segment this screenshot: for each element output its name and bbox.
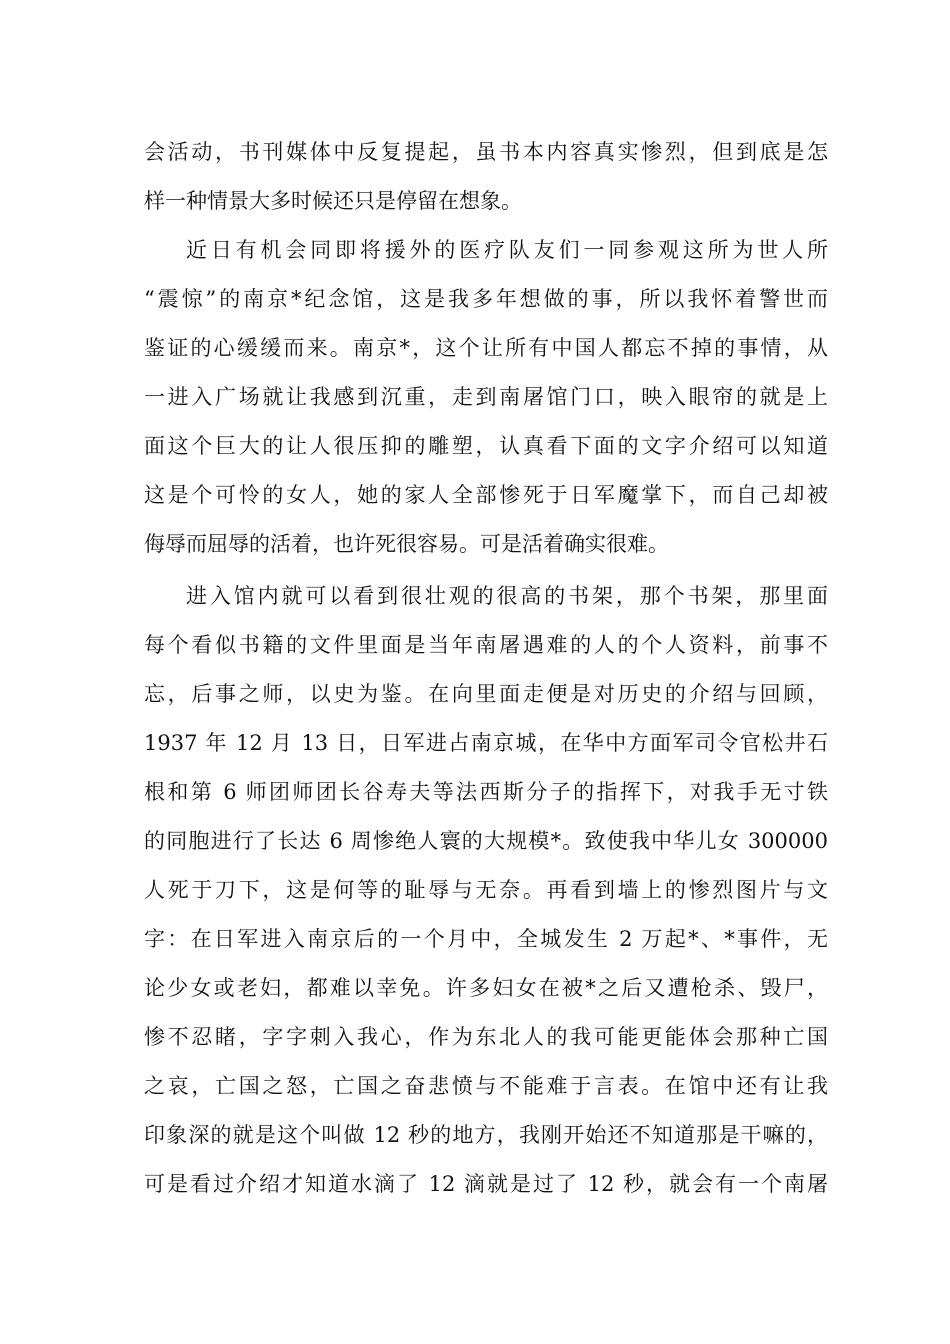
paragraph-3-line-7: 人死于刀下，这是何等的耻辱与无奈。再看到墙上的惨烈图片与文 (144, 878, 828, 902)
document-body (144, 128, 828, 1209)
paragraph-3-line-9: 论少女或老妇，都难以幸免。许多妇女在被*之后又遭枪杀、毁尸， (144, 976, 828, 1000)
paragraph-3-line-2: 每个看似书籍的文件里面是当年南屠遇难的人的个人资料，前事不 (144, 633, 828, 657)
paragraph-2-line-1: 近日有机会同即将援外的医疗队友们一同参观这所为世人所 (186, 238, 828, 262)
paragraph-2-line-5: 面这个巨大的让人很压抑的雕塑，认真看下面的文字介绍可以知道 (144, 434, 828, 458)
paragraph-2-line-3: 鉴证的心缓缓而来。南京*，这个让所有中国人都忘不掉的事情，从 (144, 336, 828, 360)
paragraph-3-line-6: 的同胞进行了长达 6 周惨绝人寰的大规模*。致使我中华儿女 300000 (144, 829, 828, 853)
paragraph-3-line-1: 进入馆内就可以看到很壮观的很高的书架，那个书架，那里面 (186, 584, 828, 608)
paragraph-3-line-4: 1937 年 12 月 13 日，日军进占南京城，在华中方面军司令官松井石 (144, 731, 828, 755)
paragraph-3-line-13: 可是看过介绍才知道水滴了 12 滴就是过了 12 秒，就会有一个南屠 (144, 1172, 828, 1196)
paragraph-3-line-10: 惨不忍睹，字字刺入我心，作为东北人的我可能更能体会那种亡国 (144, 1025, 828, 1049)
paragraph-2-line-2: “震惊”的南京*纪念馆，这是我多年想做的事，所以我怀着警世而 (144, 287, 828, 311)
paragraph-3-line-11: 之哀，亡国之怒，亡国之奋悲愤与不能难于言表。在馆中还有让我 (144, 1074, 828, 1098)
paragraph-3-line-12: 印象深的就是这个叫做 12 秒的地方，我刚开始还不知道那是干嘛的， (144, 1123, 828, 1147)
paragraph-3-line-5: 根和第 6 师团师团长谷寿夫等法西斯分子的指挥下，对我手无寸铁 (144, 780, 828, 804)
paragraph-2-line-7: 侮辱而屈辱的活着，也许死很容易。可是活着确实很难。 (144, 532, 669, 556)
paragraph-2-line-4: 一进入广场就让我感到沉重，走到南屠馆门口，映入眼帘的就是上 (144, 385, 828, 409)
paragraph-3-line-3: 忘，后事之师，以史为鉴。在向里面走便是对历史的介绍与回顾， (144, 682, 828, 706)
paragraph-1-line-1: 会活动，书刊媒体中反复提起，虽书本内容真实惨烈，但到底是怎 (144, 140, 828, 164)
paragraph-3-line-8: 字：在日军进入南京后的一个月中，全城发生 2 万起*、*事件，无 (144, 927, 828, 951)
paragraph-2-line-6: 这是个可怜的女人，她的家人全部惨死于日军魔掌下，而自己却被 (144, 483, 828, 507)
paragraph-1-line-2: 样一种情景大多时候还只是停留在想象。 (144, 189, 522, 213)
